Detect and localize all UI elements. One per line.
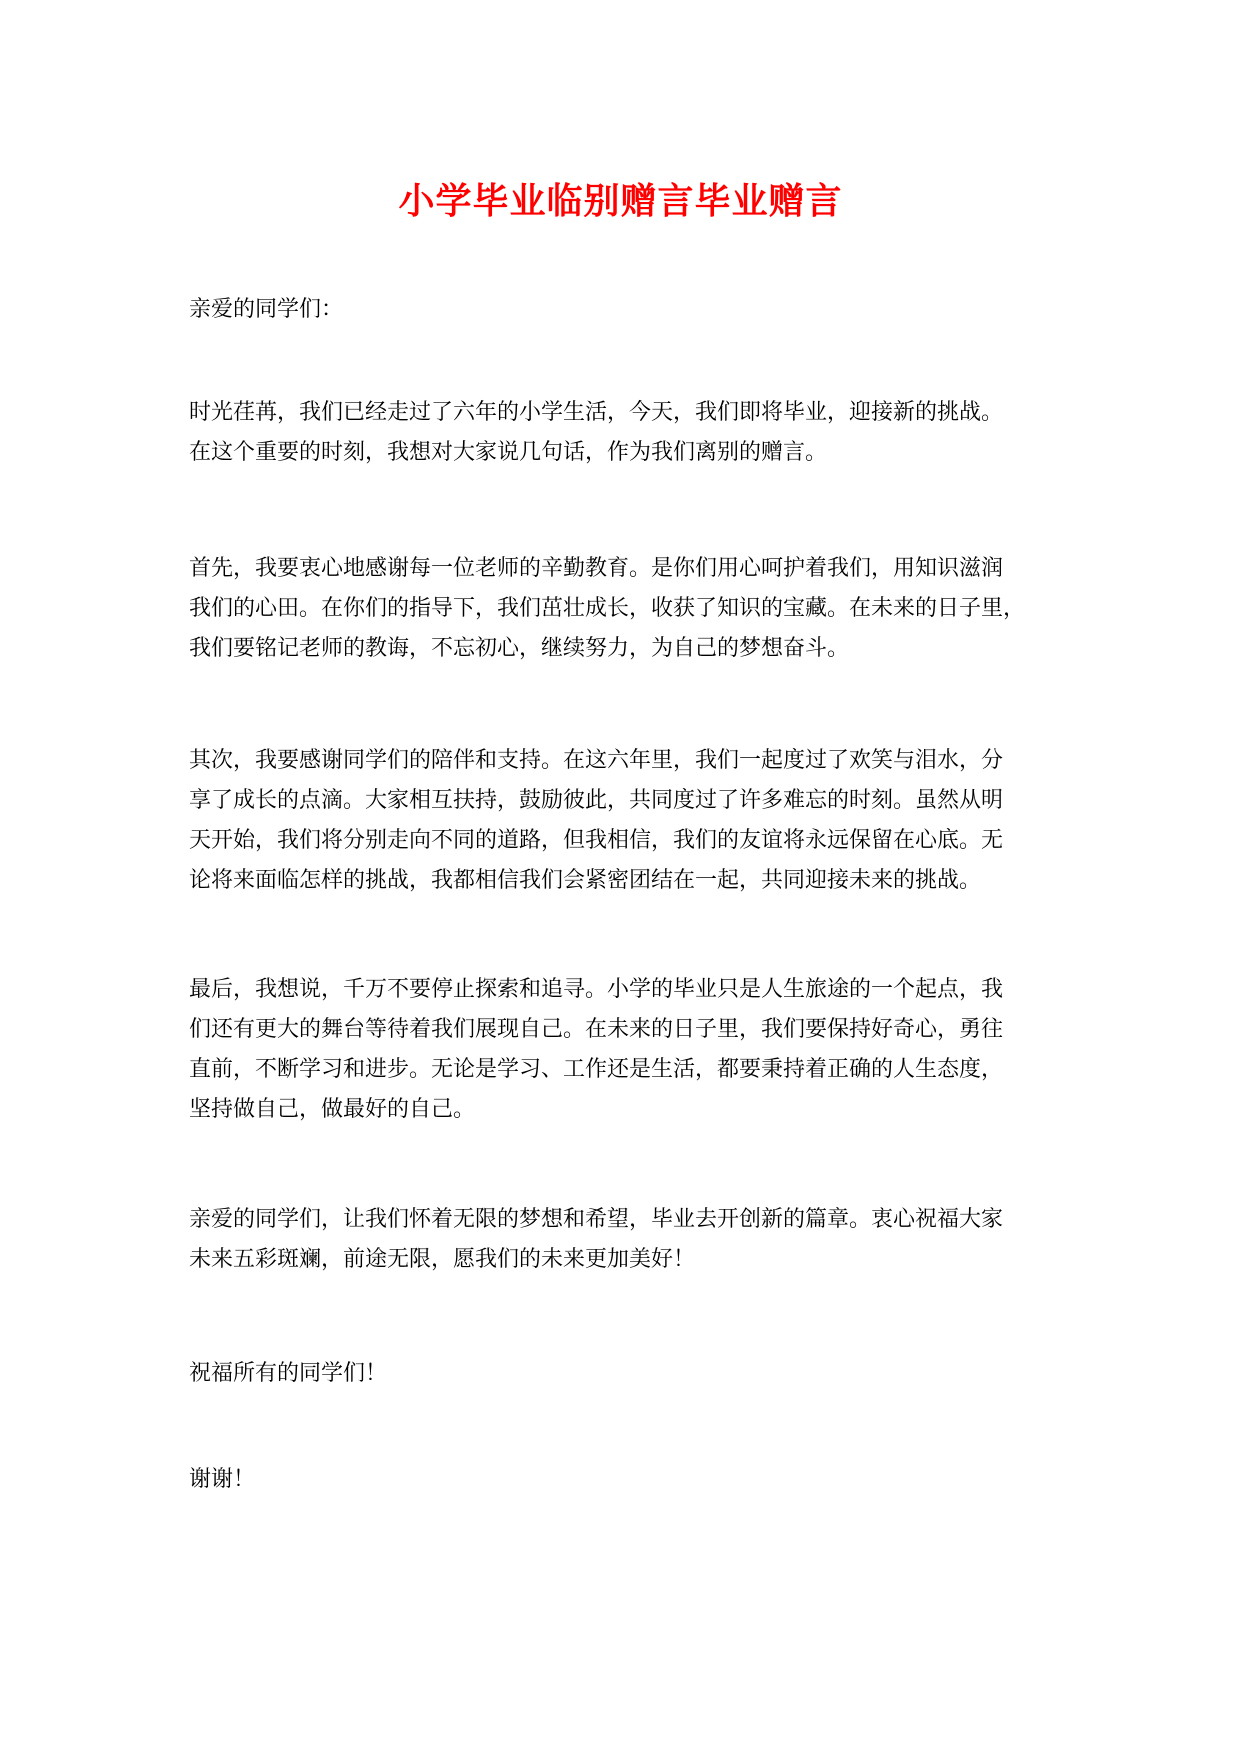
teachers-paragraph <box>189 549 1089 669</box>
paragraph-line: 谢谢！ <box>189 1467 256 1492</box>
wishes-paragraph <box>189 1200 1089 1280</box>
finally-paragraph <box>189 970 1089 1130</box>
paragraph-line: 最后，我想说，千万不要停止探索和追寻。小学的毕业只是人生旅途的一个起点，我 <box>189 977 1004 1002</box>
document-title: 小学毕业临别赠言毕业赠言 <box>398 181 843 222</box>
greeting-paragraph <box>189 290 1089 330</box>
classmates-paragraph <box>189 741 1089 901</box>
paragraph-line: 亲爱的同学们： <box>189 297 344 322</box>
paragraph-line: 亲爱的同学们，让我们怀着无限的梦想和希望，毕业去开创新的篇章。衷心祝福大家 <box>189 1207 1004 1232</box>
intro-paragraph <box>189 393 1089 473</box>
paragraph-line: 享了成长的点滴。大家相互扶持，鼓励彼此，共同度过了许多难忘的时刻。虽然从明 <box>189 788 1004 813</box>
paragraph-line: 时光荏苒，我们已经走过了六年的小学生活，今天，我们即将毕业，迎接新的挑战。 <box>189 400 1004 425</box>
paragraph-line: 直前，不断学习和进步。无论是学习、工作还是生活，都要秉持着正确的人生态度， <box>189 1057 1004 1082</box>
thanks-paragraph <box>189 1460 1089 1500</box>
paragraph-line: 我们的心田。在你们的指导下，我们茁壮成长，收获了知识的宝藏。在未来的日子里， <box>189 596 1026 621</box>
paragraph-line: 坚持做自己，做最好的自己。 <box>189 1097 476 1122</box>
paragraph-line: 论将来面临怎样的挑战，我都相信我们会紧密团结在一起，共同迎接未来的挑战。 <box>189 868 982 893</box>
paragraph-line: 未来五彩斑斓，前途无限，愿我们的未来更加美好！ <box>189 1247 696 1272</box>
paragraph-line: 天开始，我们将分别走向不同的道路，但我相信，我们的友谊将永远保留在心底。无 <box>189 828 1004 853</box>
paragraph-line: 首先，我要衷心地感谢每一位老师的辛勤教育。是你们用心呵护着我们，用知识滋润 <box>189 556 1004 581</box>
paragraph-line: 其次，我要感谢同学们的陪伴和支持。在这六年里，我们一起度过了欢笑与泪水，分 <box>189 748 1004 773</box>
paragraph-line: 祝福所有的同学们！ <box>189 1361 388 1386</box>
blessing-paragraph <box>189 1354 1089 1394</box>
paragraph-line: 我们要铭记老师的教诲，不忘初心，继续努力，为自己的梦想奋斗。 <box>189 636 850 661</box>
paragraph-line: 们还有更大的舞台等待着我们展现自己。在未来的日子里，我们要保持好奇心，勇往 <box>189 1017 1004 1042</box>
paragraph-line: 在这个重要的时刻，我想对大家说几句话，作为我们离别的赠言。 <box>189 440 828 465</box>
